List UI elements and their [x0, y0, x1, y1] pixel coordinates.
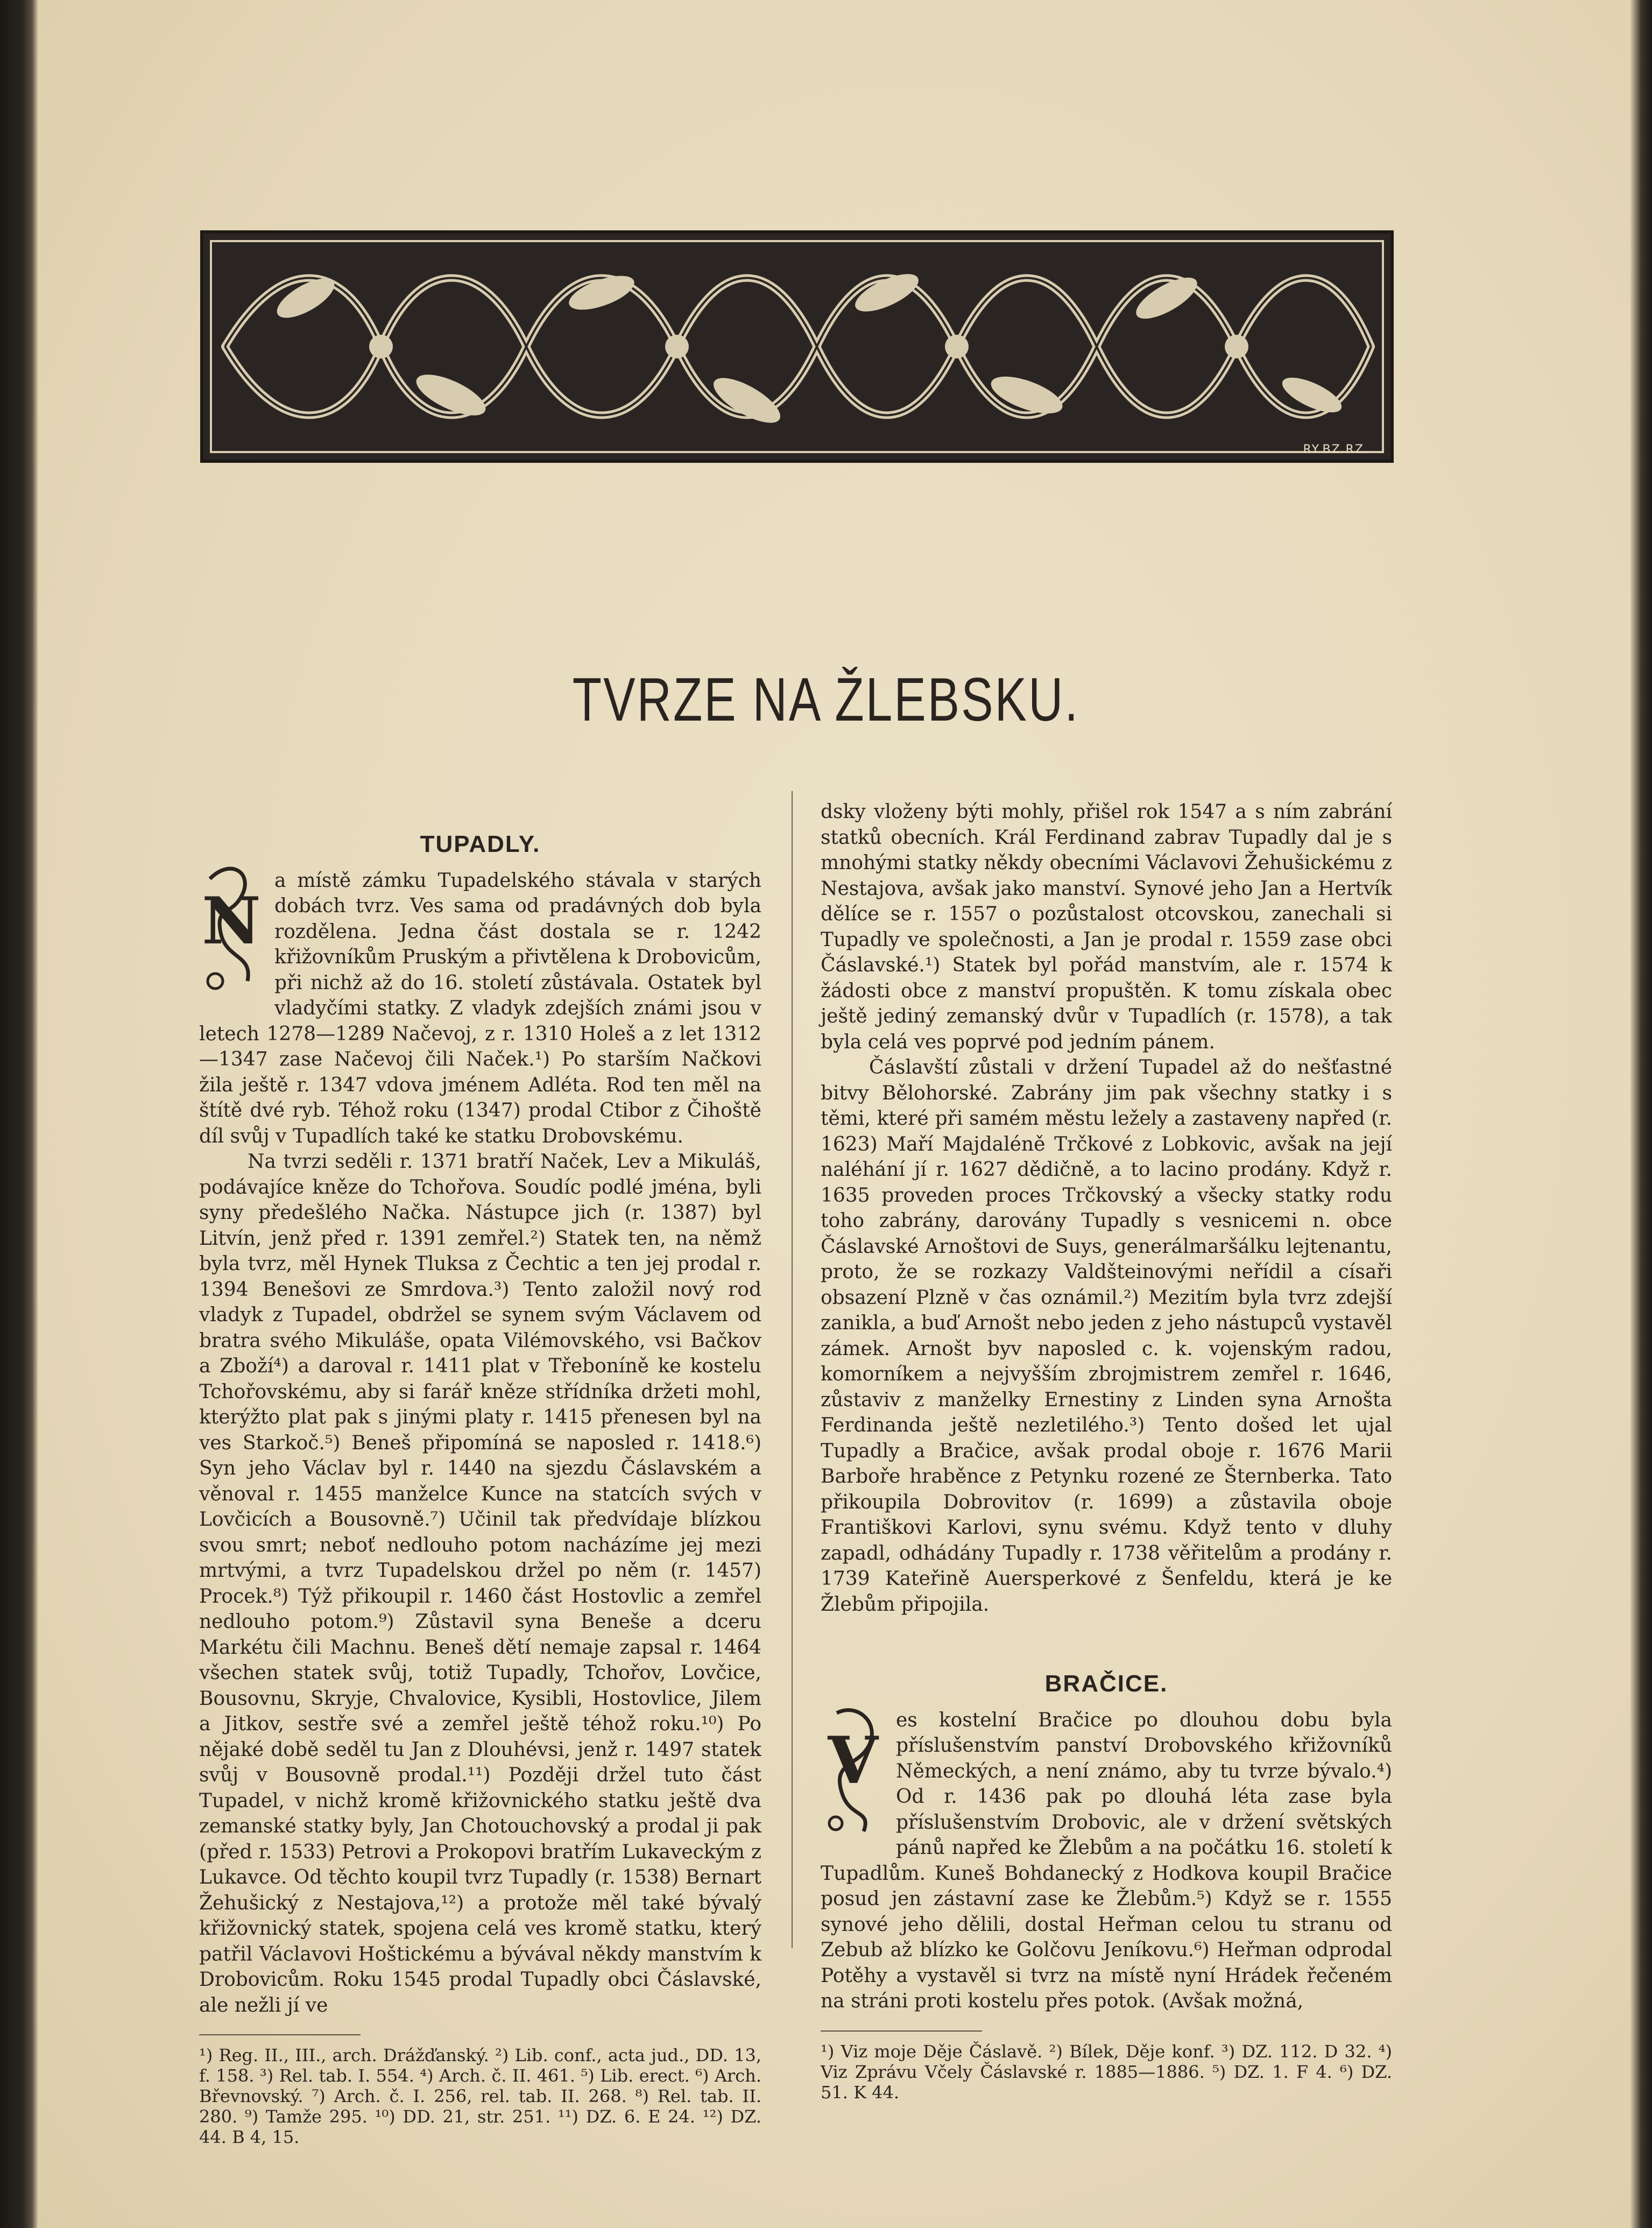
ornamental-banner — [200, 230, 1394, 463]
left-column — [199, 831, 761, 2147]
book-binding-left — [0, 0, 38, 2228]
ornament-interlace — [203, 234, 1390, 460]
tupadly-paragraph-1: a místě zámku Tupadelského stávala v starých dobách tvrz. Ves sama od pradávných dob byla rozdělena. Jedna část dostala se r. 1242 křižovníkům Pruským a přivtělena k Drobovicům, při nichž až do 16. století zůstávala. Ostatek byl vladyčími statky. Z vladyk zdejších známi jsou v letech 1278—1289 Načevoj, z r. 1310 Holeš a z let 1312—1347 zase Načevoj čili Naček.¹) Po starším Načkovi žila ještě r. 1347 vdova jménem Adléta. Rod ten měl na štítě dvé ryb. Téhož roku (1347) prodal Ctibor z Čihoště díl svůj v Tupadlích také ke statku Drobovskému. — [199, 869, 761, 1147]
section-spacer — [821, 1617, 1392, 1671]
dropcap-n — [199, 863, 264, 997]
footnote-rule — [199, 2034, 361, 2035]
bracice-paragraph-1: es kostelní Bračice po dlouhou dobu byla příslušenstvím panství Drobovského křižovníků Německých, a není známo, aby tu tvrze bývalo.⁴) Od r. 1436 pak po dlouhá léta zase byla příslušenstvím Drobovic, ale v držení světských pánů napřed ke Žlebům a na počátku 16. století k Tupadlům. Kuneš Bohdanecký z Hodkova koupil Bračice posud jen zástavní zase ke Žlebům.⁵) Když se r. 1555 synové jeho dělili, dostal Heřman celou tu stranu od Zebub až blízko ke Golčovu Jeníkovu.⁶) Heřman odprodal Potěhy a vystavěl si tvrz na místě nyní Hrádek řečeném na stráni proti kostelu přes potok. (Avšak možná, — [821, 1709, 1392, 2012]
tupadly-paragraph-2: Na tvrzi seděli r. 1371 bratří Naček, Lev a Mikuláš, podávajíce kněze do Tchořova. Soudíc podlé jména, byli syny předešlého Načka. Nástupce jich (r. 1387) byl Litvín, jenž před r. 1391 zemřel.²) Statek ten, na němž byla tvrz, měl Hynek Tluksa z Čechtic a ten jej prodal r. 1394 Benešovi ze Smrdova.³) Tento založil nový rod vladyk z Tupadel, obdržel se synem svým Václavem od bratra svého Mikuláše, opata Vilémovského, vsi Bačkov a Zboží⁴) a daroval r. 1411 plat v Třeboníně ke kostelu Tchořovskému, aby si farář kněze střídníka držeti mohl, kterýžto plat pak s jinými platy r. 1415 přenesen byl na ves Starkoč.⁵) Beneš připomíná se naposled r. 1418.⁶) Syn jeho Václav byl r. 1440 na sjezdu Čáslavském a věnoval r. 1455 manželce Kunce na statcích svých v Lovčicích a Bousovně.⁷) Učinil tak předvídaje blízkou svou smrt; neboť nedlouho potom nacházíme jej mezi mrtvými, a tvrz Tupadelskou držel po něm (r. 1457) Procek.⁸) Týž přikoupil r. 1460 část Hostovlic a zemřel nedlouho potom.⁹) Zůstavil syna Beneše a dceru Markétu čili Machnu. Beneš dětí nemaje zapsal r. 1464 všechen statek svůj, totiž Tupadly, Tchořov, Lovčice, Bousovnu, Skryje, Chvalovice, Kysibli, Hostovlice, Jilem a Jitkov, sestře své a zemřel ještě téhož roku.¹⁰) Po nějaké době seděl tu Jan z Dlouhévsi, jenž r. 1497 statek svůj v Bousovně prodal.¹¹) Později držel tuto část Tupadel, v nichž kromě křižovnického statku ještě dva zemanské statky byly, Jan Chotouchovský a prodal ji pak (před r. 1533) Petrovi a Prokopovi bratřím Lukaveckým z Lukavce. Od těchto koupil tvrz Tupadly (r. 1538) Bernart Žehušický z Nestajova,¹²) a protože měl také bývalý křižovnický statek, spojena celá ves kromě statku, který patřil Václavovi Hoštickému a bývával někdy manstvím k Drobovicům. Roku 1545 prodal Tupadly obci Čáslavské, ale nežli jí ve — [199, 1151, 761, 2017]
ornamental-initial-n-icon — [199, 863, 264, 997]
bracice-footnotes: ¹) Viz moje Děje Čáslavě. ²) Bílek, Děje konf. ³) DZ. 112. D 32. ⁴) Viz Zprávu Včely Čáslavské r. 1885—1886. ⁵) DZ. 1. F 4. ⁶) DZ. 51. K 44. — [821, 2041, 1392, 2103]
page-title: TVRZE NA ŽLEBSKU. — [572, 666, 1080, 734]
right-paragraph-1: dsky vloženy býti mohly, přišel rok 1547 a s ním zabrání statků obecních. Král Ferdinand zabrav Tupadly dal je s mnohými statky někdy obecními Václavovi Žehušickému z Nestajova, avšak jako manství. Synové jeho Jan a Hertvík dělíce se r. 1557 o pozůstalost otcovskou, zanechali si Tupadly ve společnosti, a Jan je prodal r. 1559 zase obci Čáslavské.¹) Statek byl pořád manstvím, ale r. 1574 k žádosti obce z manství propuštěn. K tomu získala obec ještě jediný zemanský dvůr v Tupadlích (r. 1578), a tak byla celá ves poprvé pod jedním pánem. — [821, 801, 1392, 1053]
right-paragraph-2: Čáslavští zůstali v držení Tupadel až do nešťastné bitvy Bělohorské. Zabrány jim pak všechny statky i s těmi, které při samém městu ležely a zastaveny napřed (r. 1623) Maří Majdaléně Trčkové z Lobkovic, avšak na její naléhání jí r. 1627 dědičně, a to lacino prodány. Když r. 1635 proveden proces Trčkovský a všecky statky rodu toho zabrány, darovány Tupadly s vesnicemi n. obce Čáslavské Arnoštovi de Suys, generálmaršálku lejtenantu, proto, že se rozkazy Valdšteinovými neřídil a císaři obsazení Plzně v čas oznámil.²) Mezitím byla tvrz zdejší zanikla, a buď Arnošt nebo jeden z jeho nástupců vystavěl zámek. Arnošt byv naposled c. k. vojenským radou, komorníkem a nejvyšším zbrojmistrem zemřel r. 1646, zůstaviv z manželky Ernestiny z Linden syna Arnošta Ferdinanda ještě nezletilého.³) Tento došed let ujal Tupadly a Bračice, avšak prodal oboje r. 1676 Marii Barboře hraběnce z Petynku rozené ze Šternberka. Tato přikoupila Dobrovitov (r. 1699) a zůstavila oboje Františkovi Karlovi, synu svému. Když tento v dluhy zapadl, odhádány Tupadly r. 1738 věřitelům a prodány r. 1739 Kateřině Auersperkové z Šenfeldu, která je ke Žlebům připojila. — [821, 1056, 1392, 1616]
ornamental-initial-v-icon — [821, 1702, 885, 1837]
column-divider — [792, 791, 793, 1948]
book-binding-right — [1630, 0, 1652, 2228]
section-heading-bracice: BRAČICE. — [1044, 1670, 1168, 1697]
dropcap-v — [821, 1702, 885, 1837]
engraver-signature: RY.BZ.RZ. — [1303, 443, 1369, 456]
svg-text:V: V — [828, 1722, 878, 1799]
right-column — [821, 799, 1392, 2103]
section-heading-tupadly: TUPADLY. — [420, 831, 541, 857]
svg-text:N: N — [202, 883, 261, 959]
tupadly-footnotes: ¹) Reg. II., III., arch. Drážďanský. ²) Lib. conf., acta jud., DD. 13, f. 158. ³) Rel. tab. I. 554. ⁴) Arch. č. II. 461. ⁵) Lib. erect. ⁶) Arch. Břevnovský. ⁷) Arch. č. I. 256, rel. tab. II. 268. ⁸) Rel. tab. II. 280. ⁹) Tamže 295. ¹⁰) DD. 21, str. 251. ¹¹) DZ. 6. E 24. ¹²) DZ. 44. B 4, 15. — [199, 2045, 761, 2147]
footnote-rule — [821, 2030, 982, 2032]
